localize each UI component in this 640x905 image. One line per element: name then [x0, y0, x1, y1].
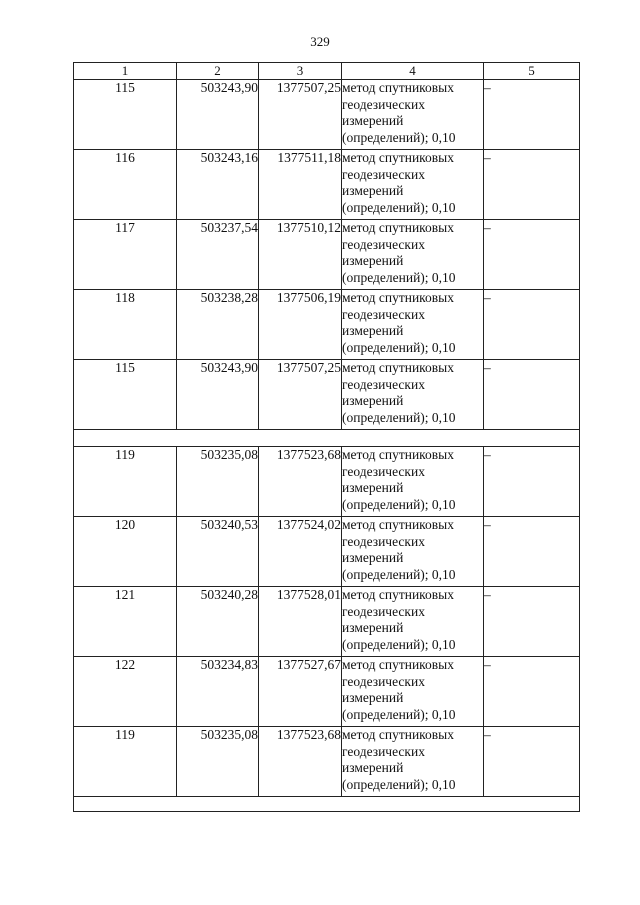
coordinates-table: [73, 62, 580, 812]
contour-separator-row: [74, 430, 580, 447]
coord-x: 503234,83: [177, 657, 259, 727]
method-line: метод спутниковых: [342, 657, 454, 672]
method-line: метод спутниковых: [342, 587, 454, 602]
method-line: (определений); 0,10: [342, 636, 456, 652]
table-row: [74, 517, 580, 587]
method-line: измерений: [342, 393, 404, 409]
method-line: (определений); 0,10: [342, 269, 456, 285]
note-cell: –: [484, 447, 580, 517]
method-line: (определений); 0,10: [342, 129, 456, 145]
note-cell: –: [484, 150, 580, 220]
point-number: 121: [74, 587, 177, 657]
note-cell: –: [484, 360, 580, 430]
method-line: метод спутниковых: [342, 360, 454, 375]
method-line: геодезических: [342, 236, 425, 252]
point-number: 115: [74, 80, 177, 150]
method-line: геодезических: [342, 673, 425, 689]
method-line: измерений: [342, 760, 404, 776]
method-cell: [342, 80, 484, 150]
contour-separator-cell: [74, 797, 580, 812]
method-cell: [342, 220, 484, 290]
method-line: геодезических: [342, 166, 425, 182]
point-number: 119: [74, 727, 177, 797]
method-line: (определений); 0,10: [342, 706, 456, 722]
header-col-4: 4: [342, 63, 484, 80]
coord-x: 503238,28: [177, 290, 259, 360]
table-row: [74, 360, 580, 430]
method-line: геодезических: [342, 463, 425, 479]
method-line: измерений: [342, 550, 404, 566]
coord-x: 503243,16: [177, 150, 259, 220]
method-line: измерений: [342, 620, 404, 636]
method-line: (определений); 0,10: [342, 409, 456, 425]
coord-x: 503243,90: [177, 80, 259, 150]
coord-x: 503237,54: [177, 220, 259, 290]
coord-y: 1377523,68: [259, 727, 342, 797]
header-col-1: 1: [74, 63, 177, 80]
coord-y: 1377511,18: [259, 150, 342, 220]
method-line: метод спутниковых: [342, 150, 454, 165]
coord-y: 1377507,25: [259, 80, 342, 150]
header-col-5: 5: [484, 63, 580, 80]
method-line: геодезических: [342, 96, 425, 112]
table-row: [74, 727, 580, 797]
coord-x: 503240,53: [177, 517, 259, 587]
coord-y: 1377524,02: [259, 517, 342, 587]
page-number: 329: [310, 34, 330, 49]
header-row: [74, 63, 580, 80]
point-number: 120: [74, 517, 177, 587]
method-cell: [342, 517, 484, 587]
method-line: (определений); 0,10: [342, 566, 456, 582]
note-cell: –: [484, 727, 580, 797]
table-row: [74, 150, 580, 220]
method-line: геодезических: [342, 603, 425, 619]
method-cell: [342, 360, 484, 430]
table-row: [74, 657, 580, 727]
method-cell: [342, 447, 484, 517]
table-row: [74, 290, 580, 360]
method-line: метод спутниковых: [342, 447, 454, 462]
coord-x: 503235,08: [177, 727, 259, 797]
method-cell: [342, 727, 484, 797]
method-line: (определений); 0,10: [342, 496, 456, 512]
coord-y: 1377507,25: [259, 360, 342, 430]
coord-y: 1377527,67: [259, 657, 342, 727]
method-line: метод спутниковых: [342, 290, 454, 305]
coord-x: 503240,28: [177, 587, 259, 657]
point-number: 117: [74, 220, 177, 290]
method-line: измерений: [342, 480, 404, 496]
method-cell: [342, 657, 484, 727]
method-line: (определений); 0,10: [342, 339, 456, 355]
coord-y: 1377528,01: [259, 587, 342, 657]
note-cell: –: [484, 80, 580, 150]
method-line: геодезических: [342, 743, 425, 759]
method-line: (определений); 0,10: [342, 776, 456, 792]
method-line: геодезических: [342, 306, 425, 322]
table-header: [74, 63, 580, 80]
coord-x: 503243,90: [177, 360, 259, 430]
coord-y: 1377506,19: [259, 290, 342, 360]
coord-x: 503235,08: [177, 447, 259, 517]
note-cell: –: [484, 220, 580, 290]
method-line: геодезических: [342, 376, 425, 392]
contour-separator-row: [74, 797, 580, 812]
method-line: метод спутниковых: [342, 517, 454, 532]
method-line: измерений: [342, 113, 404, 129]
point-number: 116: [74, 150, 177, 220]
note-cell: –: [484, 517, 580, 587]
contour-separator-cell: [74, 430, 580, 447]
method-line: измерений: [342, 690, 404, 706]
point-number: 115: [74, 360, 177, 430]
point-number: 122: [74, 657, 177, 727]
method-line: метод спутниковых: [342, 80, 454, 95]
method-cell: [342, 587, 484, 657]
coord-y: 1377523,68: [259, 447, 342, 517]
method-line: измерений: [342, 253, 404, 269]
note-cell: –: [484, 290, 580, 360]
method-line: геодезических: [342, 533, 425, 549]
method-line: метод спутниковых: [342, 727, 454, 742]
method-line: (определений); 0,10: [342, 199, 456, 215]
coord-y: 1377510,12: [259, 220, 342, 290]
method-line: измерений: [342, 183, 404, 199]
table-row: [74, 80, 580, 150]
table-body: [74, 80, 580, 812]
note-cell: –: [484, 657, 580, 727]
method-cell: [342, 290, 484, 360]
table-row: [74, 447, 580, 517]
header-col-2: 2: [177, 63, 259, 80]
table-row: [74, 587, 580, 657]
point-number: 118: [74, 290, 177, 360]
note-cell: –: [484, 587, 580, 657]
point-number: 119: [74, 447, 177, 517]
header-col-3: 3: [259, 63, 342, 80]
method-line: измерений: [342, 323, 404, 339]
table-row: [74, 220, 580, 290]
method-cell: [342, 150, 484, 220]
method-line: метод спутниковых: [342, 220, 454, 235]
